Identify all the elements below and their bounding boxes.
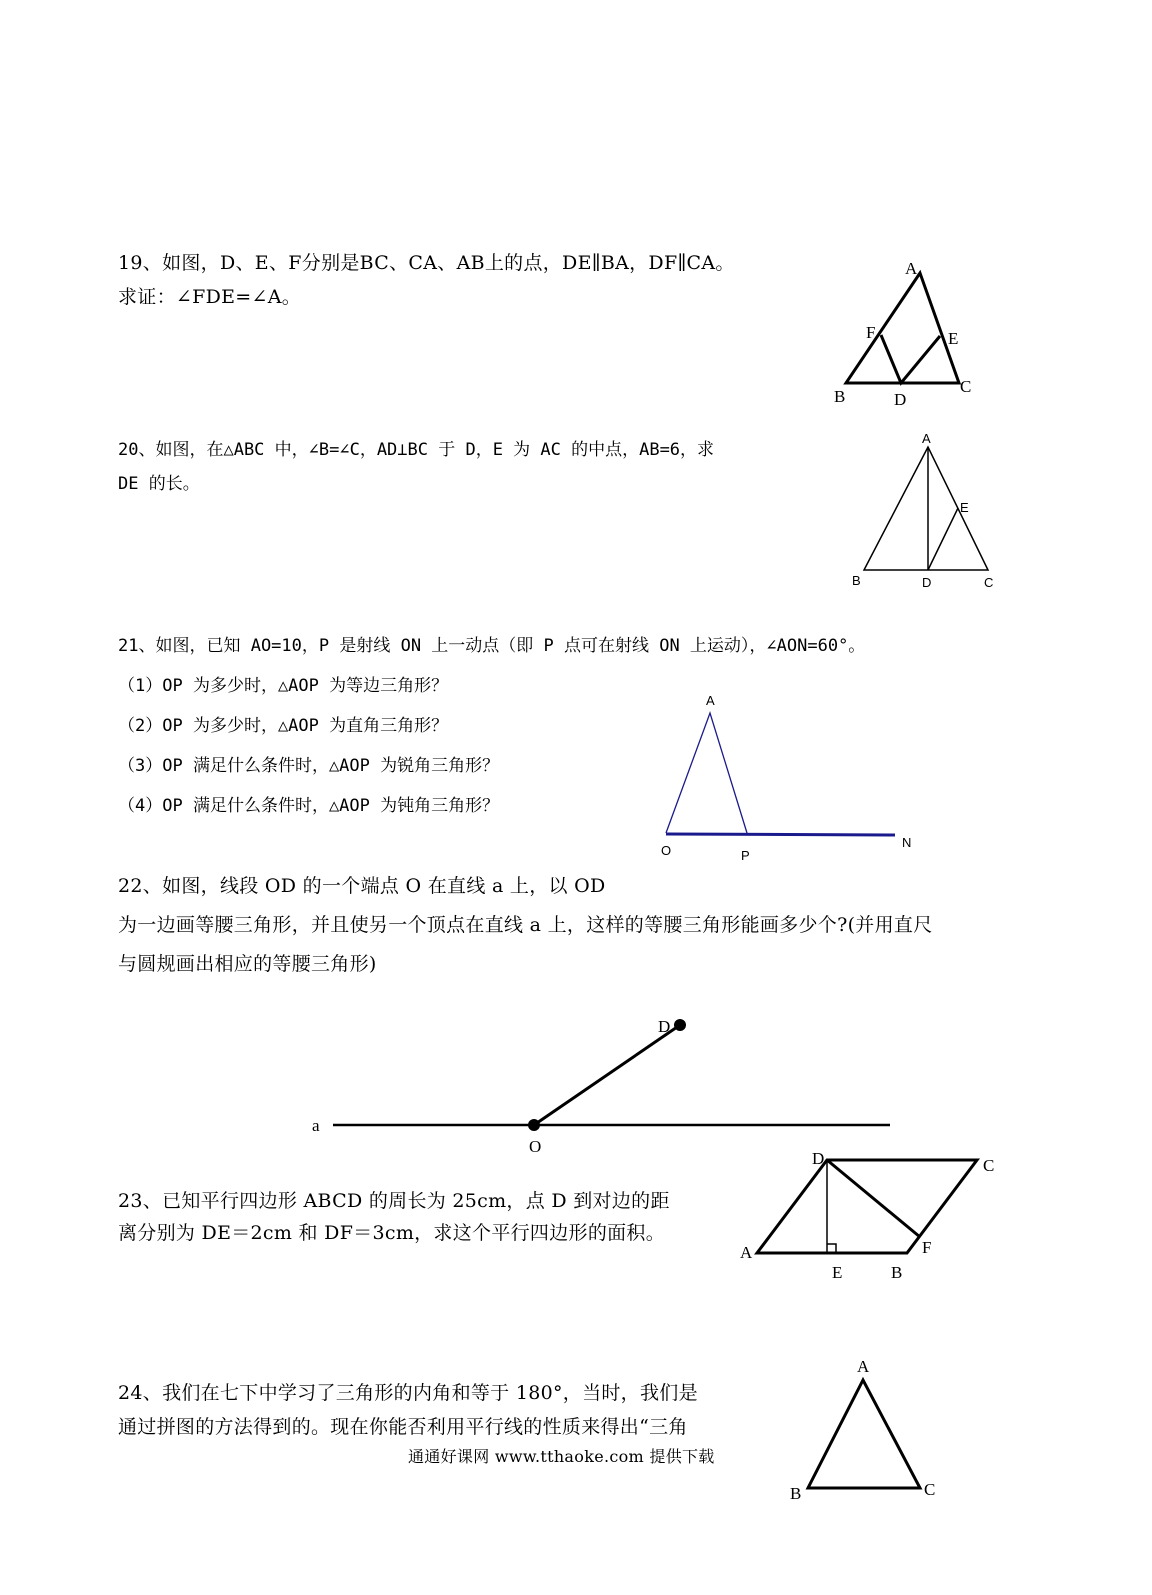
figure-20: [864, 447, 988, 570]
fig19-label-e: E: [948, 329, 959, 348]
fig21-label-a: A: [706, 693, 715, 708]
fig21-label-n: N: [902, 835, 912, 850]
fig20-label-c: C: [984, 575, 994, 590]
q23-line1: 23、已知平行四边形 ABCD 的周长为 25cm，点 D 到对边的距: [118, 1190, 670, 1212]
fig23-parallelogram-abcd: [757, 1160, 977, 1253]
fig22-label-d: D: [658, 1017, 671, 1036]
fig20-label-d: D: [922, 575, 932, 590]
q22-line2: 为一边画等腰三角形，并且使另一个顶点在直线 a 上，这样的等腰三角形能画多少个?(并用直尺: [118, 914, 933, 936]
figure-19: [846, 273, 959, 383]
fig20-segment-de: [928, 508, 958, 570]
figure-22-labels: [312, 1017, 670, 1156]
figure-24: [808, 1380, 920, 1488]
q21-sub3: （3）OP 满足什么条件时，△AOP 为锐角三角形？: [118, 756, 500, 776]
figure-23: [757, 1160, 977, 1253]
figure-21: [666, 713, 895, 835]
fig20-label-b: B: [852, 573, 861, 588]
fig19-label-a: A: [905, 259, 918, 278]
fig23-label-a: A: [740, 1243, 753, 1262]
figure-20-labels: [852, 431, 993, 590]
fig19-label-f: F: [866, 323, 876, 342]
fig23-label-f: F: [922, 1238, 932, 1257]
footer-credit: 通通好课网 www.tthaoke.com 提供下载: [408, 1447, 715, 1466]
q21-sub2: （2）OP 为多少时，△AOP 为直角三角形？: [118, 716, 449, 736]
fig20-label-e: E: [960, 500, 969, 515]
fig21-label-o: O: [661, 843, 672, 858]
fig22-label-o: O: [529, 1137, 542, 1156]
q21-line1: 21、如图，已知 AO=10，P 是射线 ON 上一动点（即 P 点可在射线 ON 上运动），∠AON=60°。: [118, 636, 866, 656]
fig20-label-a: A: [922, 431, 931, 446]
figure-21-labels: [661, 693, 911, 863]
fig24-label-c: C: [924, 1480, 936, 1499]
fig22-label-a: a: [312, 1116, 320, 1135]
q19-line1: 19、如图，D、E、F分别是BC、CA、AB上的点，DE∥BA，DF∥CA。: [118, 252, 735, 274]
fig23-label-d: D: [812, 1149, 825, 1168]
fig23-label-c: C: [983, 1156, 995, 1175]
figure-23-labels: [740, 1149, 994, 1282]
fig23-label-b: B: [891, 1263, 903, 1282]
q19-line2: 求证：∠FDE=∠A。: [118, 286, 302, 308]
fig21-label-p: P: [741, 848, 750, 863]
q24-line1: 24、我们在七下中学习了三角形的内角和等于 180°，当时，我们是: [118, 1382, 698, 1404]
q21-sub1: （1）OP 为多少时，△AOP 为等边三角形？: [118, 676, 449, 696]
fig19-label-d: D: [894, 390, 907, 409]
fig24-label-a: A: [857, 1357, 870, 1376]
fig21-ray-on: [666, 834, 895, 835]
fig19-triangle-abc: [846, 273, 959, 383]
fig19-label-c: C: [960, 377, 972, 396]
fig22-point-d: [674, 1019, 686, 1031]
fig19-segments-fd-de: [881, 335, 940, 383]
figure-22: [333, 1019, 890, 1131]
fig24-triangle-abc: [808, 1380, 920, 1488]
q20-line2: DE 的长。: [118, 474, 200, 494]
fig20-triangle-abc: [864, 447, 988, 570]
q23-line2: 离分别为 DE＝2cm 和 DF＝3cm，求这个平行四边形的面积。: [118, 1222, 666, 1244]
fig23-label-e: E: [832, 1263, 843, 1282]
fig22-point-o: [528, 1119, 540, 1131]
fig22-segment-od: [534, 1025, 680, 1125]
fig19-label-b: B: [834, 387, 846, 406]
q22-line1: 22、如图，线段 OD 的一个端点 O 在直线 a 上，以 OD: [118, 875, 606, 897]
q24-line2: 通过拼图的方法得到的。现在你能否利用平行线的性质来得出“三角: [118, 1416, 688, 1438]
q22-line3: 与圆规画出相应的等腰三角形): [118, 953, 377, 975]
fig24-label-b: B: [790, 1484, 802, 1503]
q20-line1: 20、如图，在△ABC 中，∠B=∠C，AD⊥BC 于 D，E 为 AC 的中点，AB=6，求: [118, 440, 715, 460]
fig23-altitude-df: [827, 1160, 920, 1237]
figure-19-labels: [834, 259, 971, 409]
fig21-sides-oa-ap: [666, 713, 747, 833]
q21-sub4: （4）OP 满足什么条件时，△AOP 为钝角三角形？: [118, 796, 500, 816]
